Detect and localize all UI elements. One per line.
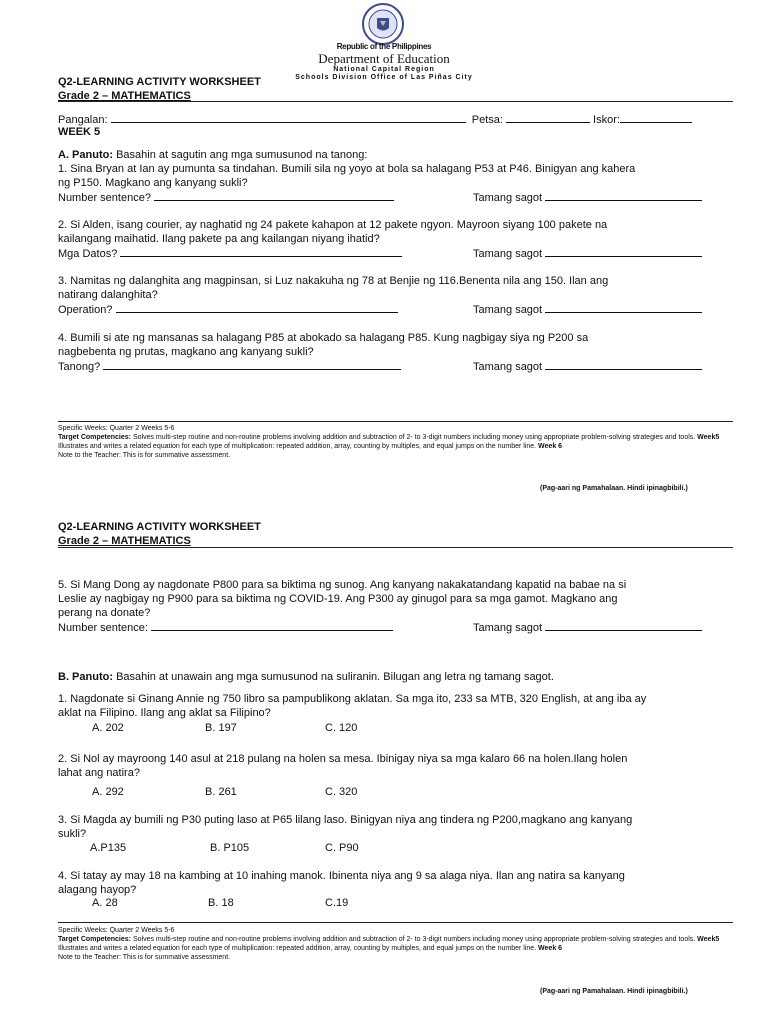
footer-illus-week: Week 6 <box>538 443 563 450</box>
question-5-line-2: Leslie ay nagbigay ng P900 para sa biktima ng COVID-19. Ang P300 ay ginugol para sa mga gamot. Magkano ang <box>58 593 618 605</box>
q4-answer-label: Tamang sagot <box>473 361 543 373</box>
header-department: Department of Education <box>318 51 450 66</box>
footer-tc-label-2: Target Competencies: <box>58 936 131 943</box>
question-3-line-2: natirang dalanghita? <box>58 289 158 301</box>
worksheet-title: Q2-LEARNING ACTIVITY WORKSHEET <box>58 76 261 88</box>
worksheet-grade: Grade 2 – MATHEMATICS <box>58 90 191 102</box>
date-field[interactable] <box>506 112 590 123</box>
b-question-4-line-2: alagang hayop? <box>58 884 137 896</box>
q2-field[interactable] <box>120 246 402 257</box>
q5-field[interactable] <box>151 620 393 631</box>
q2-answer-field[interactable] <box>545 246 702 257</box>
b2-choice-b[interactable]: B. 261 <box>205 786 237 798</box>
footer-tc-text: Solves multi-step routine and non-routine problems involving addition and subtraction of 2- to 3-digit numbers including money using appropriate problem-solving strategies and tools. <box>132 434 696 441</box>
footer-notes <box>58 424 733 460</box>
footer-note: Note to the Teacher: This is for summative assessment. <box>58 452 231 459</box>
b3-choice-a[interactable]: A.P135 <box>90 842 127 854</box>
b4-choice-c[interactable]: C.19 <box>325 897 349 909</box>
section-a-instructions <box>58 148 733 162</box>
footer-illus-text: Illustrates and writes a related equation for each type of multiplication: repeated addition, array, counting by multiples, and equal jumps on the number line. <box>58 443 537 450</box>
footer-weeks-2: Specific Weeks: Quarter 2 Weeks 5-6 <box>58 927 175 934</box>
footer-notes-2 <box>58 926 733 962</box>
b-question-3-line-1: 3. Si Magda ay bumili ng P30 puting laso at P65 lilang laso. Binigyan niya ang tindera ng P200,magkano ang kanyang <box>58 814 633 826</box>
footer-note-2: Note to the Teacher: This is for summative assessment. <box>58 954 231 961</box>
question-5-line-3: perang na donate? <box>58 607 151 619</box>
b-question-1-line-2: aklat na Filipino. Ilang ang aklat sa Filipino? <box>58 707 271 719</box>
question-5-line-1: 5. Si Mang Dong ay nagdonate P800 para sa biktima ng sunog. Ang kanyang nakakatandang kapatid na babae na si <box>58 579 627 591</box>
question-1-answer-row <box>58 190 733 205</box>
q1-label: Number sentence? <box>58 192 151 204</box>
q1-field[interactable] <box>154 190 394 201</box>
section-b-label: B. Panuto: <box>58 671 113 683</box>
deped-seal-logo <box>357 2 409 46</box>
question-4-line-1: 4. Bumili si ate ng mansanas sa halagang P85 at abokado sa halagang P85. Kung nagbigay siya ng P200 sa <box>58 332 589 344</box>
q3-field[interactable] <box>116 302 398 313</box>
worksheet-title-2: Q2-LEARNING ACTIVITY WORKSHEET <box>58 521 261 533</box>
date-label: Petsa: <box>471 114 503 126</box>
footer-tc-label: Target Competencies: <box>58 434 131 441</box>
question-4-answer-row <box>58 359 733 374</box>
header-region: National Capital Region <box>333 66 435 73</box>
divider-2 <box>58 547 733 548</box>
divider <box>58 101 733 102</box>
question-4-line-2: nagbebenta ng prutas, magkano ang kanyang sukli? <box>58 346 314 358</box>
question-2-line-2: kailangang maihatid. Ilang pakete pa ang kailangan niyang ihatid? <box>58 233 380 245</box>
q4-label: Tanong? <box>58 361 101 373</box>
b-question-1-line-1: 1. Nagdonate si Ginang Annie ng 750 libro sa pampublikong aklatan. Sa mga ito, 233 sa MTB, 320 English, at ang iba ay <box>58 693 647 705</box>
b1-choice-a[interactable]: A. 202 <box>92 722 124 734</box>
b-question-2-line-2: lahat ang natira? <box>58 767 140 779</box>
b1-choice-c[interactable]: C. 120 <box>325 722 358 734</box>
score-field[interactable] <box>620 112 692 123</box>
b4-choice-a[interactable]: A. 28 <box>92 897 118 909</box>
week-label: WEEK 5 <box>58 126 101 138</box>
question-1-line-1: 1. Sina Bryan at Ian ay pumunta sa tindahan. Bumili sila ng yoyo at bola sa halagang P53 at P46. Binigyan ang kahera <box>58 163 636 175</box>
q1-answer-label: Tamang sagot <box>473 192 543 204</box>
b4-choice-b[interactable]: B. 18 <box>208 897 234 909</box>
name-field[interactable] <box>111 112 466 123</box>
section-b-instructions <box>58 670 733 684</box>
footer-illustrates <box>58 442 733 451</box>
b3-choice-c[interactable]: C. P90 <box>325 842 359 854</box>
question-3-line-1: 3. Namitas ng dalanghita ang magpinsan, si Luz nakakuha ng 78 at Benjie ng 116.Benenta nila ang 150. Ilan ang <box>58 275 609 287</box>
q5-answer-field[interactable] <box>545 620 702 631</box>
footer-property: (Pag-aari ng Pamahalaan. Hindi ipinagbibili.) <box>540 485 688 492</box>
header-republic: Republic of the Philippines <box>336 42 432 51</box>
b2-choice-c[interactable]: C. 320 <box>325 786 358 798</box>
b-question-4-line-1: 4. Si tatay ay may 18 na kambing at 10 inahing manok. Ibinenta niya ang 9 sa alaga niya. Ilan ang natira sa kanyang <box>58 870 625 882</box>
worksheet-grade-2: Grade 2 – MATHEMATICS <box>58 535 191 547</box>
score-label: Iskor: <box>593 114 620 126</box>
footer-weeks: Specific Weeks: Quarter 2 Weeks 5-6 <box>58 425 175 432</box>
footer-divider <box>58 421 733 422</box>
footer-property-2: (Pag-aari ng Pamahalaan. Hindi ipinagbibili.) <box>540 988 688 995</box>
q5-label: Number sentence: <box>58 622 148 634</box>
q3-label: Operation? <box>58 304 113 316</box>
header-division: Schools Division Office of Las Piñas City <box>295 74 473 81</box>
name-label: Pangalan: <box>58 114 108 126</box>
b1-choice-b[interactable]: B. 197 <box>205 722 237 734</box>
b-question-3-line-2: sukli? <box>58 828 87 840</box>
question-3-answer-row <box>58 302 733 317</box>
footer-illus-week-2: Week 6 <box>538 945 563 952</box>
b3-choice-b[interactable]: B. P105 <box>210 842 250 854</box>
question-5-answer-row <box>58 620 733 635</box>
footer-competencies <box>58 433 733 442</box>
q4-answer-field[interactable] <box>545 359 702 370</box>
q4-field[interactable] <box>103 359 401 370</box>
footer-tc-text-2: Solves multi-step routine and non-routine problems involving addition and subtraction of 2- to 3-digit numbers including money using appropriate problem-solving strategies and tools. <box>132 936 696 943</box>
footer-tc-week-2: Week5 <box>697 936 720 943</box>
question-1-line-2: ng P150. Magkano ang kanyang sukli? <box>58 177 248 189</box>
b2-choice-a[interactable]: A. 292 <box>92 786 124 798</box>
q1-answer-field[interactable] <box>545 190 702 201</box>
question-2-line-1: 2. Si Alden, isang courier, ay naghatid ng 24 pakete kahapon at 12 pakete ngyon. Mayroon siyang 100 pakete na <box>58 219 608 231</box>
section-a-label: A. Panuto: <box>58 149 113 161</box>
q3-answer-label: Tamang sagot <box>473 304 543 316</box>
b-question-2-line-1: 2. Si Nol ay mayroong 140 asul at 218 pulang na holen sa mesa. Ibinigay niya sa mga kalaro 66 na holen.Ilang holen <box>58 753 628 765</box>
q3-answer-field[interactable] <box>545 302 702 313</box>
footer-tc-week: Week5 <box>697 434 720 441</box>
footer-competencies-2 <box>58 935 733 944</box>
section-a-text: Basahin at sagutin ang mga sumusunod na tanong: <box>116 149 368 161</box>
q2-label: Mga Datos? <box>58 248 118 260</box>
footer-illustrates-2 <box>58 944 733 953</box>
section-b-text: Basahin at unawain ang mga sumusunod na suliranin. Bilugan ang letra ng tamang sagot. <box>116 671 554 683</box>
q2-answer-label: Tamang sagot <box>473 248 543 260</box>
footer-illus-text-2: Illustrates and writes a related equation for each type of multiplication: repeated addition, array, counting by multiples, and equal jumps on the number line. <box>58 945 537 952</box>
q5-answer-label: Tamang sagot <box>473 622 543 634</box>
footer-divider-2 <box>58 922 733 923</box>
question-2-answer-row <box>58 246 733 261</box>
